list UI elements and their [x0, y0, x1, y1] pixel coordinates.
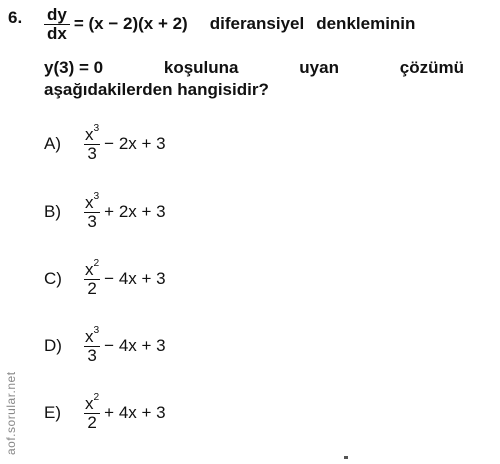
fraction-numerator: dy — [47, 5, 67, 24]
option-b[interactable] — [44, 191, 166, 231]
option-remainder: + 2x + 3 — [104, 202, 166, 222]
option-d[interactable] — [44, 325, 166, 365]
option-letter: A) — [44, 134, 61, 154]
option-remainder: − 4x + 3 — [104, 336, 166, 356]
question-stem-line-2 — [44, 58, 464, 78]
fraction-denominator: dx — [44, 24, 70, 43]
option-c[interactable] — [44, 258, 166, 298]
stem-word: denkleminin — [316, 14, 416, 34]
watermark: aof.sorular.net — [4, 371, 18, 455]
fraction-denominator: 3 — [84, 346, 99, 365]
option-letter: B) — [44, 202, 61, 222]
question-stem-line-3: aşağıdakilerden hangisidir? — [44, 80, 269, 99]
fraction-exponent: 3 — [93, 123, 100, 135]
fraction-exponent: 2 — [93, 258, 100, 270]
fraction-denominator: 3 — [84, 144, 99, 163]
fraction-denominator: 3 — [84, 212, 99, 231]
option-fraction — [82, 258, 102, 298]
option-a[interactable] — [44, 123, 166, 163]
option-remainder: − 2x + 3 — [104, 134, 166, 154]
option-letter: C) — [44, 269, 62, 289]
derivative-fraction — [44, 6, 70, 43]
fraction-base: x — [85, 193, 94, 212]
stem-word: uyan — [299, 58, 339, 77]
option-fraction — [82, 392, 102, 432]
fraction-base: x — [85, 394, 94, 413]
scan-mark — [344, 456, 348, 459]
option-remainder: − 4x + 3 — [104, 269, 166, 289]
option-letter: E) — [44, 403, 61, 423]
stem-word: koşuluna — [163, 58, 239, 77]
fraction-exponent: 3 — [93, 325, 100, 337]
option-fraction — [82, 325, 102, 365]
option-remainder: + 4x + 3 — [104, 403, 166, 423]
option-fraction — [82, 123, 102, 163]
fraction-base: x — [85, 327, 94, 346]
fraction-base: x — [85, 125, 94, 144]
question-number: 6. — [8, 8, 23, 27]
equation-rhs: = (x − 2)(x + 2) — [73, 14, 188, 34]
fraction-base: x — [85, 260, 94, 279]
fraction-denominator: 2 — [84, 413, 99, 432]
fraction-exponent: 3 — [93, 191, 100, 203]
option-fraction — [82, 191, 102, 231]
option-e[interactable] — [44, 392, 166, 432]
stem-word: diferansiyel — [209, 14, 305, 34]
fraction-denominator: 2 — [84, 279, 99, 298]
stem-word: çözümü — [399, 58, 464, 77]
initial-condition: y(3) = 0 — [44, 58, 104, 77]
fraction-exponent: 2 — [93, 392, 100, 404]
question-stem-line-1 — [44, 6, 415, 43]
option-letter: D) — [44, 336, 62, 356]
